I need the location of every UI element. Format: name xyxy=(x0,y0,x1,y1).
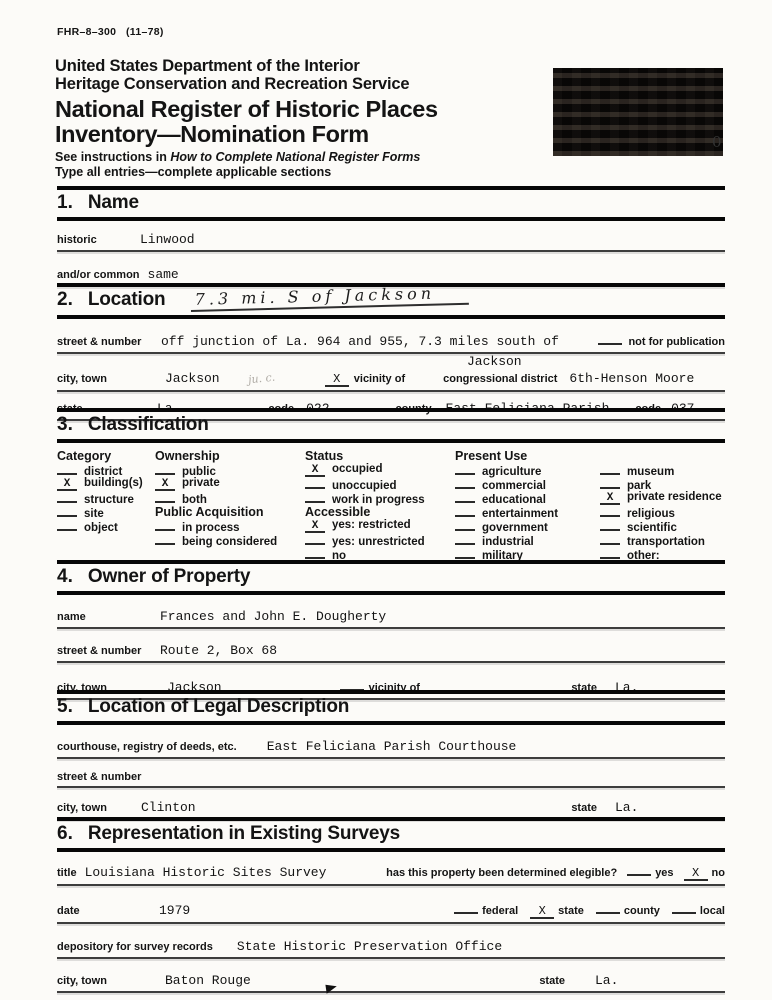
present-use-title: Present Use xyxy=(455,449,528,463)
agency-line-2: Heritage Conservation and Recreation Service xyxy=(55,74,410,93)
buildings-blank: X xyxy=(57,479,77,491)
owner-city-value: Jackson xyxy=(167,680,222,695)
code2-label: code xyxy=(635,403,662,415)
other-label: other: xyxy=(627,550,660,562)
section-5-title: Location of Legal Description xyxy=(87,696,350,717)
vicinity-blank: X xyxy=(325,373,349,387)
section-6-title: Representation in Existing Surveys xyxy=(87,823,400,844)
depository-value: State Historic Preservation Office xyxy=(236,939,503,954)
courthouse-value: East Feliciana Parish Courthouse xyxy=(266,739,517,754)
section-6-number: 6. xyxy=(57,823,73,844)
instructions-prefix: See instructions in xyxy=(55,150,171,164)
structure-label: structure xyxy=(84,494,134,506)
section-5-number: 5. xyxy=(57,696,73,717)
scientific-blank xyxy=(600,519,620,531)
survey-title-row xyxy=(57,862,725,886)
object-blank xyxy=(57,519,77,531)
transportation-blank xyxy=(600,533,620,545)
educational-label: educational xyxy=(482,494,546,506)
section-4-heading xyxy=(57,560,725,595)
section-6-heading xyxy=(57,817,725,852)
code-value: 022 xyxy=(306,401,330,416)
legal-street-row xyxy=(57,771,725,788)
common-label: and/or common xyxy=(57,269,140,281)
not-for-publication-blank xyxy=(598,331,622,345)
city-scribble-mark: ju. c. xyxy=(247,370,276,387)
survey-title-value: Louisiana Historic Sites Survey xyxy=(84,865,327,880)
checkbox-public xyxy=(155,463,305,477)
no-blank xyxy=(305,547,325,559)
survey-date-label: date xyxy=(57,905,80,917)
state-survey-blank: X xyxy=(530,905,554,919)
instructions-manual-title: How to Complete National Register Forms xyxy=(170,150,421,164)
not-for-publication-label: not for publication xyxy=(628,336,725,348)
in-process-label: in process xyxy=(182,522,240,534)
section-4-number: 4. xyxy=(57,566,73,587)
eligible-yes-label: yes xyxy=(655,867,674,879)
historic-name-row xyxy=(57,232,725,252)
local-label: local xyxy=(699,905,725,917)
government-blank xyxy=(455,519,475,531)
buildings-label: building(s) xyxy=(84,477,143,489)
entertainment-label: entertainment xyxy=(482,508,559,520)
state-value: La. xyxy=(157,401,181,416)
form-number: FHR–8–300 (11–78) xyxy=(57,26,164,38)
section-2-title: Location xyxy=(87,289,166,310)
congressional-district-value: 6th-Henson Moore xyxy=(569,371,695,386)
checkbox-agriculture xyxy=(455,463,600,477)
section-3-title: Classification xyxy=(87,414,209,435)
owner-vicinity-label: vicinity of xyxy=(368,682,420,694)
occupied-label: occupied xyxy=(332,463,383,475)
structure-blank xyxy=(57,491,77,503)
classification-grid xyxy=(57,449,725,561)
vicinity-label: vicinity of xyxy=(353,373,406,385)
survey-date-value: 1979 xyxy=(159,903,191,918)
checkbox-other xyxy=(600,547,725,561)
industrial-blank xyxy=(455,533,475,545)
eligible-no-blank: X xyxy=(684,867,708,881)
checkbox-object xyxy=(57,519,155,533)
eligible-yes-blank xyxy=(627,862,651,876)
present-use-column xyxy=(455,449,725,561)
owner-state-label: state xyxy=(571,682,597,694)
checkbox-buildings xyxy=(57,477,155,491)
owner-street-label: street & number xyxy=(57,645,142,657)
section-existing-surveys xyxy=(57,817,725,993)
present-use-col-a xyxy=(455,463,600,561)
checkbox-park xyxy=(600,477,725,491)
public-acquisition-title: Public Acquisition xyxy=(155,505,264,519)
street-value-continuation-row xyxy=(57,354,725,371)
owner-name-label: name xyxy=(57,611,86,623)
checkbox-work-in-progress xyxy=(305,491,455,505)
commercial-label: commercial xyxy=(482,480,546,492)
agency-line-1: United States Department of the Interior xyxy=(55,57,360,75)
park-blank xyxy=(600,477,620,489)
educational-blank xyxy=(455,491,475,503)
being-considered-blank xyxy=(155,533,175,545)
courthouse-label: courthouse, registry of deeds, etc. xyxy=(57,741,237,753)
legal-city-value: Clinton xyxy=(141,800,196,815)
section-location xyxy=(57,283,725,421)
site-label: site xyxy=(84,508,104,520)
section-name xyxy=(57,186,725,287)
checkbox-educational xyxy=(455,491,600,505)
checkbox-both xyxy=(155,491,305,505)
section-classification xyxy=(57,408,725,561)
checkbox-being-considered xyxy=(155,533,305,547)
county-label: county xyxy=(395,403,432,415)
checkbox-scientific xyxy=(600,519,725,533)
common-value: same xyxy=(147,267,179,282)
site-blank xyxy=(57,505,77,517)
section-2-number: 2. xyxy=(57,289,73,310)
checkbox-private xyxy=(155,477,305,491)
owner-street-value: Route 2, Box 68 xyxy=(160,643,278,658)
military-label: military xyxy=(482,550,523,562)
checkbox-private-residence xyxy=(600,491,725,505)
owner-city-label: city, town xyxy=(57,682,107,694)
government-label: government xyxy=(482,522,548,534)
museum-label: museum xyxy=(627,466,675,478)
work-in-progress-blank xyxy=(305,491,325,503)
code-label: code xyxy=(268,403,295,415)
other-blank xyxy=(600,547,620,559)
category-title: Category xyxy=(57,449,112,463)
page-title xyxy=(55,97,438,147)
historic-value: Linwood xyxy=(140,232,195,247)
survey-city-value: Baton Rouge xyxy=(165,973,251,988)
street-number-row xyxy=(57,331,725,354)
state-label: state xyxy=(57,403,83,415)
checkbox-entertainment xyxy=(455,505,600,519)
section-2-heading xyxy=(57,283,725,319)
park-label: park xyxy=(627,480,652,492)
checkbox-yes-restricted xyxy=(305,519,455,533)
checkbox-commercial xyxy=(455,477,600,491)
unoccupied-blank xyxy=(305,477,325,489)
occupied-blank: X xyxy=(305,465,325,477)
industrial-label: industrial xyxy=(482,536,534,548)
present-use-col-b xyxy=(600,463,725,561)
both-blank xyxy=(155,491,175,503)
in-process-blank xyxy=(155,519,175,531)
commercial-blank xyxy=(455,477,475,489)
checkbox-structure xyxy=(57,491,155,505)
federal-blank xyxy=(454,900,478,914)
title-line-1: National Register of Historic Places xyxy=(55,96,438,122)
agency-name xyxy=(55,58,409,93)
street-label: street & number xyxy=(57,336,142,348)
status-column xyxy=(305,449,455,561)
checkbox-occupied xyxy=(305,463,455,477)
handwritten-location-note: 7.3 mi. S of Jackson xyxy=(191,283,470,312)
category-column xyxy=(57,449,155,561)
local-blank xyxy=(672,900,696,914)
city-value: Jackson xyxy=(165,371,220,386)
historic-label: historic xyxy=(57,234,97,246)
district-blank xyxy=(57,463,77,475)
public-blank xyxy=(155,463,175,475)
state-survey-label: state xyxy=(558,905,584,917)
transportation-label: transportation xyxy=(627,536,705,548)
ownership-column xyxy=(155,449,305,561)
private-label: private xyxy=(182,477,220,489)
city-town-row xyxy=(57,371,725,392)
yes-restricted-blank: X xyxy=(305,521,325,533)
section-3-number: 3. xyxy=(57,414,73,435)
religious-label: religious xyxy=(627,508,675,520)
military-blank xyxy=(455,547,475,559)
eligible-question: has this property been determined elegible? xyxy=(386,867,618,879)
legal-state-value: La. xyxy=(615,800,639,815)
private-residence-blank: X xyxy=(600,493,620,505)
accessible-title: Accessible xyxy=(305,505,371,519)
checkbox-industrial xyxy=(455,533,600,547)
ownership-title: Ownership xyxy=(155,449,220,463)
yes-restricted-label: yes: restricted xyxy=(332,519,411,531)
survey-date-row xyxy=(57,900,725,924)
owner-state-value: La. xyxy=(615,680,639,695)
agriculture-blank xyxy=(455,463,475,475)
checkbox-in-process xyxy=(155,519,305,533)
section-5-heading xyxy=(57,690,725,725)
checkbox-military xyxy=(455,547,600,561)
entertainment-blank xyxy=(455,505,475,517)
depository-row xyxy=(57,939,725,959)
checkbox-no xyxy=(305,547,455,561)
street-value: off junction of La. 964 and 955, 7.3 miles south of xyxy=(161,334,559,349)
checkbox-unoccupied xyxy=(305,477,455,491)
survey-city-label: city, town xyxy=(57,975,107,987)
both-label: both xyxy=(182,494,207,506)
section-4-title: Owner of Property xyxy=(87,566,251,587)
checkbox-district xyxy=(57,463,155,477)
title-line-2: Inventory—Nomination Form xyxy=(55,121,369,147)
legal-state-label: state xyxy=(571,802,597,814)
section-3-heading xyxy=(57,408,725,443)
depository-label: depository for survey records xyxy=(57,941,213,953)
religious-blank xyxy=(600,505,620,517)
checkbox-government xyxy=(455,519,600,533)
federal-label: federal xyxy=(482,905,519,917)
code2-value: 037 xyxy=(671,401,695,416)
agriculture-label: agriculture xyxy=(482,466,542,478)
survey-state-label: state xyxy=(539,975,565,987)
survey-title-label: title xyxy=(57,867,77,879)
owner-vicinity-blank xyxy=(340,677,364,691)
survey-state-value: La. xyxy=(595,973,619,988)
street-value-continuation: Jackson xyxy=(467,354,522,369)
legal-street-label: street & number xyxy=(57,771,142,783)
checkbox-museum xyxy=(600,463,725,477)
congressional-district-label: congressional district xyxy=(443,373,558,385)
checkbox-yes-unrestricted xyxy=(305,533,455,547)
status-title: Status xyxy=(305,449,344,463)
county-value: East Feliciana Parish xyxy=(445,401,610,416)
district-label: district xyxy=(84,466,123,478)
no-label: no xyxy=(332,550,347,562)
checkbox-site xyxy=(57,505,155,519)
owner-street-row xyxy=(57,643,725,663)
section-1-number: 1. xyxy=(57,192,73,213)
unoccupied-label: unoccupied xyxy=(332,480,397,492)
private-residence-label: private residence xyxy=(627,491,722,503)
city-label: city, town xyxy=(57,373,107,385)
cursor-arrow-icon xyxy=(325,983,337,993)
survey-city-row xyxy=(57,973,725,993)
section-1-title: Name xyxy=(87,192,139,213)
object-label: object xyxy=(84,522,118,534)
public-label: public xyxy=(182,466,216,478)
instructions-line-2: Type all entries—complete applicable sections xyxy=(55,165,332,179)
being-considered-label: being considered xyxy=(182,536,278,548)
section-owner xyxy=(57,560,725,700)
redacted-stamp xyxy=(553,68,723,156)
private-blank: X xyxy=(155,479,175,491)
section-legal-description xyxy=(57,690,725,820)
yes-unrestricted-blank xyxy=(305,533,325,545)
work-in-progress-label: work in progress xyxy=(332,494,425,506)
legal-city-label: city, town xyxy=(57,802,107,814)
scientific-label: scientific xyxy=(627,522,677,534)
checkbox-religious xyxy=(600,505,725,519)
eligible-no-label: no xyxy=(711,867,725,879)
county-blank xyxy=(596,900,620,914)
museum-blank xyxy=(600,463,620,475)
owner-name-value: Frances and John E. Dougherty xyxy=(160,609,387,624)
stamp-edge-mark: 0 xyxy=(712,133,722,151)
county-survey-label: county xyxy=(623,905,660,917)
yes-unrestricted-label: yes: unrestricted xyxy=(332,536,425,548)
section-1-heading xyxy=(57,186,725,221)
courthouse-row xyxy=(57,739,725,759)
checkbox-transportation xyxy=(600,533,725,547)
instructions xyxy=(55,150,420,180)
owner-name-row xyxy=(57,609,725,629)
